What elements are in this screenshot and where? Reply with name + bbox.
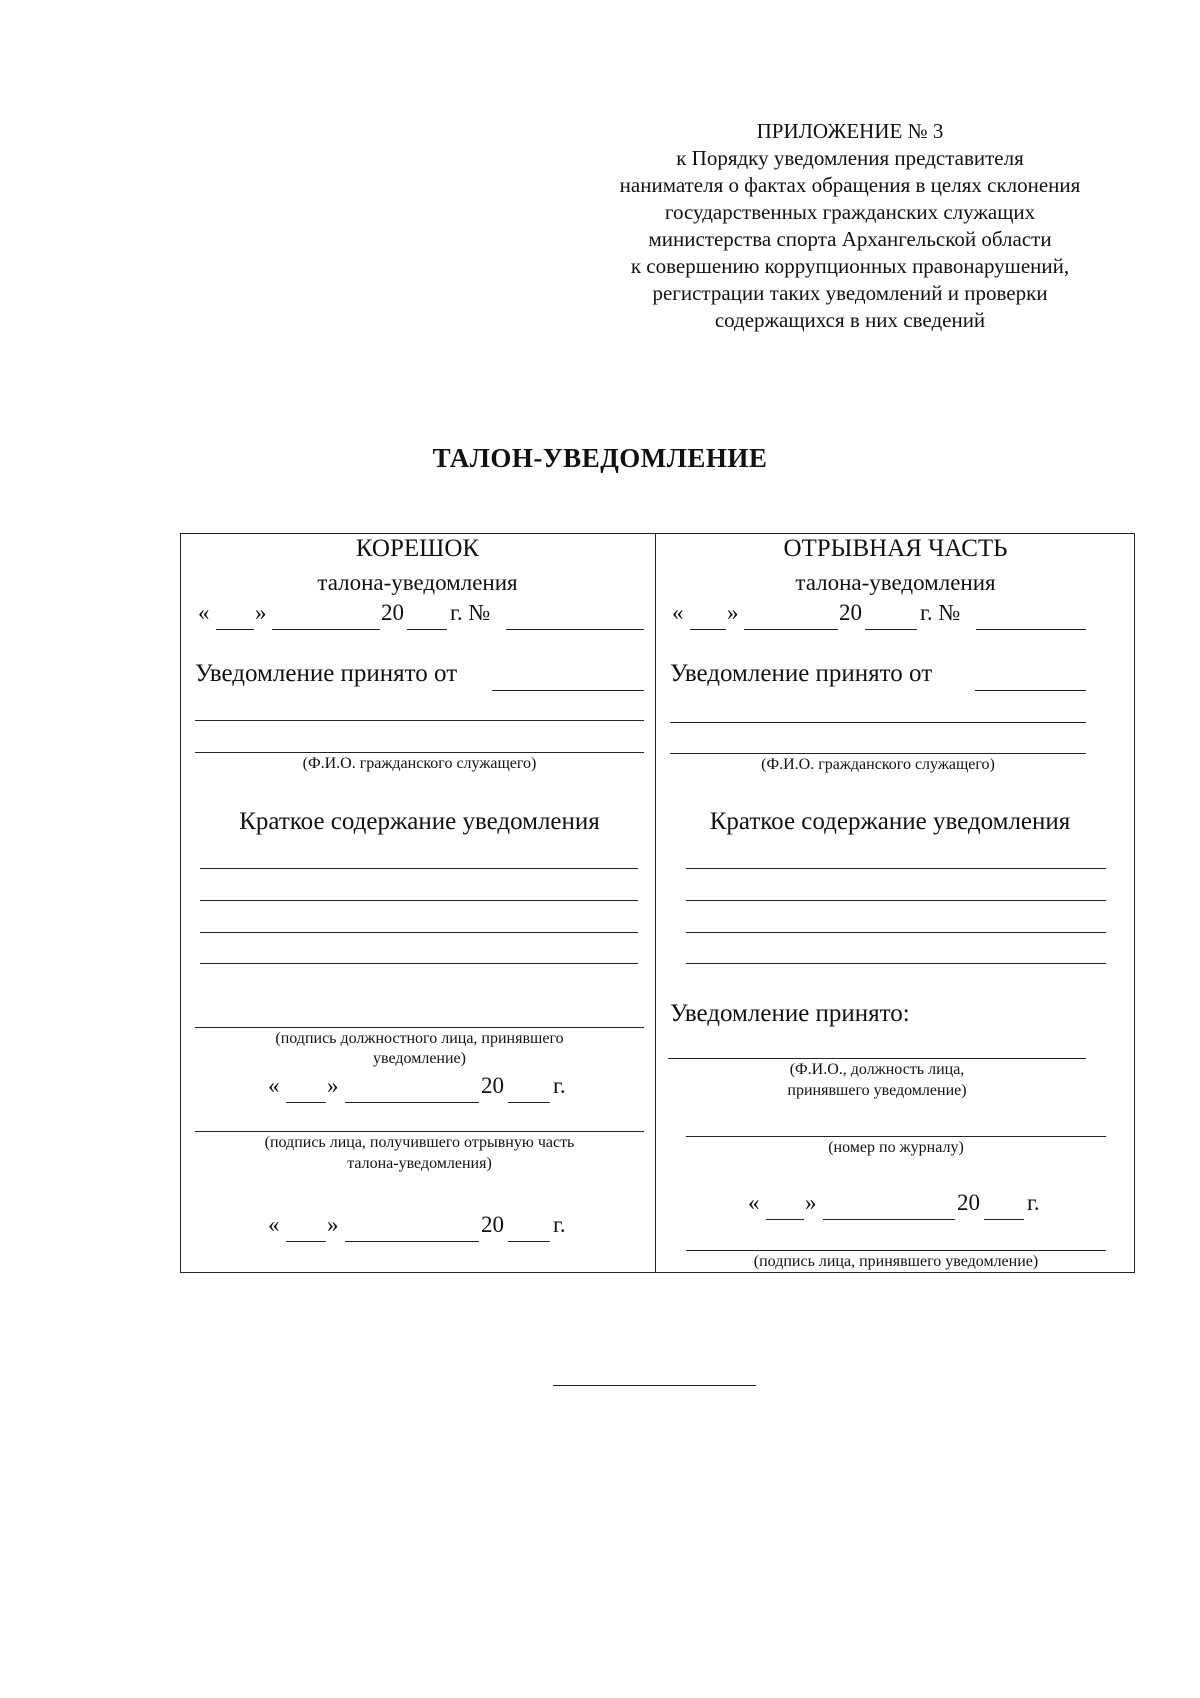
stub-date-open-quote: « bbox=[198, 600, 210, 625]
column-divider bbox=[655, 533, 656, 1273]
tear-off-fio-caption: (Ф.И.О. гражданского служащего) bbox=[761, 756, 995, 773]
tear-off-year-blank bbox=[865, 629, 917, 630]
tear-off-year-prefix: 20 bbox=[839, 600, 862, 625]
tear-off-fio-line bbox=[670, 753, 1086, 754]
appendix-header bbox=[560, 118, 1140, 334]
tear-off-received-from-blank bbox=[975, 690, 1086, 691]
tear-off-accepted-label: Уведомление принято: bbox=[670, 1000, 910, 1027]
stub-date-close-quote: » bbox=[327, 1073, 339, 1098]
tear-off-date-open-quote: « bbox=[672, 600, 684, 625]
stub-year-blank bbox=[508, 1241, 550, 1242]
tear-off-summary-line bbox=[686, 868, 1106, 869]
tear-off-year-blank bbox=[984, 1219, 1024, 1220]
tear-off-journal-line bbox=[686, 1136, 1106, 1137]
stub-fio-line bbox=[195, 720, 644, 721]
tear-off-subheading: талона-уведомления bbox=[795, 570, 996, 595]
tear-off-accepter-line bbox=[668, 1058, 1086, 1059]
stub-recipient-signature-caption: талона-уведомления) bbox=[347, 1155, 492, 1172]
appendix-line: нанимателя о фактах обращения в целях склонения bbox=[619, 173, 1081, 197]
stub-official-signature-caption: уведомление) bbox=[373, 1050, 466, 1067]
stub-month-blank bbox=[345, 1241, 479, 1242]
stub-month-blank bbox=[345, 1102, 479, 1103]
stub-year-prefix: 20 bbox=[481, 1212, 504, 1237]
stub-day-blank bbox=[216, 629, 254, 630]
stub-summary-line bbox=[200, 963, 638, 964]
stub-date-close-quote: » bbox=[255, 600, 267, 625]
stub-number-label: г. № bbox=[450, 600, 491, 625]
stub-date-open-quote: « bbox=[268, 1073, 280, 1098]
stub-fio-line bbox=[195, 752, 644, 753]
tear-off-accepter-caption: принявшего уведомление) bbox=[787, 1082, 967, 1099]
stub-recipient-signature-line bbox=[195, 1131, 644, 1132]
tear-off-summary-line bbox=[686, 932, 1106, 933]
tear-off-number-label: г. № bbox=[920, 600, 961, 625]
stub-day-blank bbox=[286, 1102, 326, 1103]
appendix-line: ПРИЛОЖЕНИЕ № 3 bbox=[756, 119, 944, 143]
appendix-line: содержащихся в них сведений bbox=[714, 308, 986, 332]
stub-received-from-label: Уведомление принято от bbox=[195, 660, 458, 687]
tear-off-summary-heading: Краткое содержание уведомления bbox=[709, 808, 1071, 835]
appendix-line: регистрации таких уведомлений и проверки bbox=[652, 281, 1048, 305]
stub-summary-heading: Краткое содержание уведомления bbox=[239, 808, 600, 835]
tear-off-received-from-label: Уведомление принято от bbox=[670, 660, 933, 687]
tear-off-accepter-caption: (Ф.И.О., должность лица, bbox=[789, 1061, 965, 1078]
stub-date-open-quote: « bbox=[268, 1212, 280, 1237]
stub-summary-line bbox=[200, 868, 638, 869]
tear-off-day-blank bbox=[690, 629, 726, 630]
stub-year-suffix: г. bbox=[553, 1212, 566, 1237]
tear-off-date-open-quote: « bbox=[748, 1190, 760, 1215]
tear-off-signature-caption: (подпись лица, принявшего уведомление) bbox=[753, 1253, 1039, 1270]
tear-off-journal-caption: (номер по журналу) bbox=[828, 1139, 964, 1156]
tear-off-month-blank bbox=[823, 1219, 955, 1220]
tear-off-year-suffix: г. bbox=[1027, 1190, 1040, 1215]
tear-off-date-close-quote: » bbox=[805, 1190, 817, 1215]
stub-year-suffix: г. bbox=[553, 1073, 566, 1098]
tear-off-day-blank bbox=[766, 1219, 804, 1220]
stub-official-signature-line bbox=[195, 1027, 644, 1028]
stub-heading: КОРЕШОК bbox=[355, 535, 480, 562]
tear-off-number-blank bbox=[976, 629, 1086, 630]
document-title: ТАЛОН-УВЕДОМЛЕНИЕ bbox=[432, 443, 768, 473]
appendix-line: министерства спорта Архангельской области bbox=[648, 227, 1052, 251]
tear-off-summary-line bbox=[686, 963, 1106, 964]
stub-recipient-signature-caption: (подпись лица, получившего отрывную часть bbox=[264, 1134, 575, 1151]
stub-year-prefix: 20 bbox=[481, 1073, 504, 1098]
tear-off-fio-line bbox=[670, 722, 1086, 723]
stub-year-prefix: 20 bbox=[381, 600, 404, 625]
tear-off-date-close-quote: » bbox=[727, 600, 739, 625]
stub-month-blank bbox=[272, 629, 380, 630]
footer-rule bbox=[553, 1385, 756, 1386]
appendix-line: к совершению коррупционных правонарушений, bbox=[630, 254, 1070, 278]
stub-fio-caption: (Ф.И.О. гражданского служащего) bbox=[302, 755, 537, 772]
stub-summary-line bbox=[200, 932, 638, 933]
stub-date-close-quote: » bbox=[327, 1212, 339, 1237]
tear-off-month-blank bbox=[744, 629, 838, 630]
tear-off-heading: ОТРЫВНАЯ ЧАСТЬ bbox=[783, 535, 1008, 562]
appendix-line: к Порядку уведомления представителя bbox=[676, 146, 1024, 170]
stub-official-signature-caption: (подпись должностного лица, принявшего bbox=[275, 1030, 564, 1047]
stub-day-blank bbox=[286, 1241, 326, 1242]
stub-year-blank bbox=[508, 1102, 550, 1103]
tear-off-summary-line bbox=[686, 900, 1106, 901]
tear-off-signature-line bbox=[686, 1250, 1106, 1251]
appendix-line: государственных гражданских служащих bbox=[664, 200, 1036, 224]
stub-year-blank bbox=[407, 629, 447, 630]
stub-subheading: талона-уведомления bbox=[317, 570, 518, 595]
tear-off-year-prefix: 20 bbox=[957, 1190, 980, 1215]
stub-summary-line bbox=[200, 900, 638, 901]
stub-received-from-blank bbox=[492, 690, 644, 691]
stub-number-blank bbox=[506, 629, 644, 630]
